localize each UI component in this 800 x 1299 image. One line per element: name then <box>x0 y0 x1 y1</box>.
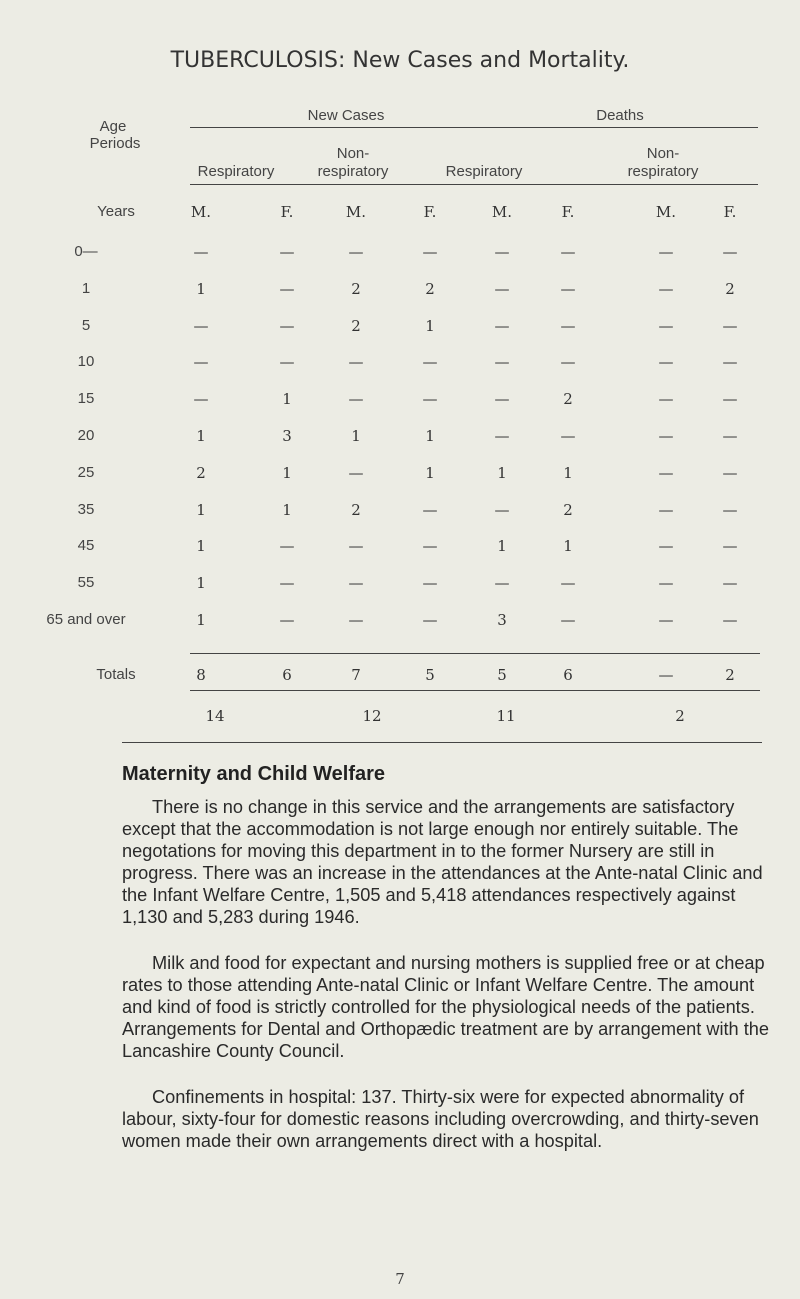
header-resp-death: Respiratory <box>445 163 523 180</box>
combined-total-cell: 14 <box>205 707 225 725</box>
combined-total-cell: 11 <box>496 707 516 725</box>
table-cell: — <box>658 537 674 556</box>
table-cell: — <box>722 353 738 372</box>
sex-label: F. <box>561 203 575 221</box>
table-cell: 1 <box>425 316 435 335</box>
table-cell: — <box>658 611 674 629</box>
table-cell: 2 <box>725 279 735 298</box>
table-cell: — <box>422 611 438 629</box>
total-cell: 5 <box>425 666 435 684</box>
total-cell: 5 <box>497 666 507 684</box>
section-heading: Maternity and Child Welfare <box>122 763 386 785</box>
table-cell: — <box>348 574 364 593</box>
total-cell: 6 <box>282 666 292 684</box>
years-label: Years <box>97 203 135 220</box>
paragraph: Milk and food for expectant and nursing mothers is supplied free or at cheap rates to those attending Ante-natal Clinic or Infant Welfare Centre. The amount and kind of food is strictly controlled for the physiological needs of the patients. Arrangements for Dental and Orthopædic treatment are by arrangement with the Lancashire County Council. <box>122 953 769 1061</box>
sex-label: M. <box>345 203 367 221</box>
table-cell: — <box>658 316 674 335</box>
table-cell: — <box>560 427 576 445</box>
table-cell: 2 <box>196 463 206 482</box>
table-cell: — <box>494 427 510 445</box>
table-cell: — <box>560 574 576 593</box>
total-cell: 8 <box>196 666 206 684</box>
table-cell: — <box>422 500 438 519</box>
age-period-label: 0— <box>74 243 98 260</box>
table-cell: — <box>560 279 576 298</box>
table-cell: 1 <box>563 537 573 556</box>
header-periods: Periods <box>89 135 141 152</box>
age-period-label: 20 <box>77 427 95 444</box>
table-cell: — <box>422 243 438 261</box>
header-nonresp-death-2: respiratory <box>627 163 699 180</box>
table-cell: 1 <box>282 463 292 482</box>
totals-mid-rule <box>190 690 760 691</box>
page-number: 7 <box>395 1270 405 1288</box>
table-cell: — <box>279 316 295 335</box>
page-title: TUBERCULOSIS: New Cases and Mortality. <box>170 48 630 73</box>
table-cell: — <box>494 500 510 519</box>
table-cell: — <box>560 316 576 335</box>
table-cell: — <box>494 316 510 335</box>
table-cell: 3 <box>497 611 507 629</box>
table-cell: — <box>279 611 295 629</box>
total-cell: 2 <box>725 666 735 684</box>
table-cell: — <box>348 537 364 556</box>
combined-total-cell: 2 <box>675 707 685 725</box>
table-cell: 1 <box>196 427 206 445</box>
sex-label: M. <box>655 203 677 221</box>
subheader-rule <box>190 184 758 185</box>
table-cell: — <box>494 574 510 593</box>
table-cell: — <box>722 243 738 261</box>
table-cell: — <box>348 463 364 482</box>
table-cell: 1 <box>196 500 206 519</box>
table-cell: — <box>658 390 674 409</box>
header-nonresp-new-2: respiratory <box>317 163 389 180</box>
table-cell: — <box>560 611 576 629</box>
age-period-label: 45 <box>77 537 95 555</box>
table-cell: — <box>560 353 576 372</box>
table-cell: — <box>722 500 738 519</box>
table-cell: 1 <box>196 279 206 298</box>
table-cell: — <box>722 611 738 629</box>
table-cell: — <box>279 279 295 298</box>
table-cell: — <box>193 316 209 335</box>
table-cell: 1 <box>351 427 361 445</box>
table-cell: 1 <box>196 537 206 556</box>
table-bottom-rule <box>122 742 762 743</box>
table-cell: 1 <box>196 574 206 593</box>
table-cell: — <box>722 427 738 445</box>
table-cell: — <box>494 390 510 409</box>
table-cell: — <box>722 390 738 409</box>
paragraph: Confinements in hospital: 137. Thirty-six were for expected abnormality of labour, sixty-four for domestic reasons including overcrowding, and thirty-seven women made their own arrangements direct with a hospital. <box>122 1087 759 1151</box>
table-cell: — <box>422 574 438 593</box>
table-cell: 3 <box>282 427 292 445</box>
header-resp-new: Respiratory <box>197 163 275 180</box>
age-period-label: 1 <box>81 279 91 297</box>
combined-total-cell: 12 <box>362 707 382 725</box>
table-cell: 2 <box>351 500 361 519</box>
table-cell: — <box>348 390 364 409</box>
table-cell: — <box>722 574 738 593</box>
table-cell: 2 <box>351 316 361 335</box>
sex-label: F. <box>723 203 737 221</box>
header-nonresp-new-1: Non- <box>336 145 370 162</box>
table-cell: — <box>658 279 674 298</box>
header-age: Age <box>99 118 127 135</box>
age-period-label: 25 <box>77 463 95 481</box>
totals-label: Totals <box>96 666 136 683</box>
table-cell: — <box>560 243 576 261</box>
sex-label: F. <box>423 203 437 221</box>
total-cell: — <box>658 666 674 684</box>
table-cell: — <box>422 537 438 556</box>
table-cell: — <box>658 500 674 519</box>
table-cell: — <box>658 243 674 261</box>
age-period-label: 55 <box>77 574 95 592</box>
table-cell: — <box>494 279 510 298</box>
table-cell: 2 <box>563 500 573 519</box>
table-cell: 1 <box>196 611 206 629</box>
table-cell: — <box>279 353 295 372</box>
header-deaths: Deaths <box>596 107 644 124</box>
sex-label: M. <box>190 203 212 221</box>
table-cell: 1 <box>282 500 292 519</box>
table-cell: — <box>279 243 295 261</box>
table-cell: — <box>722 537 738 556</box>
table-cell: — <box>193 390 209 409</box>
age-period-label: 10 <box>77 353 95 371</box>
table-cell: — <box>348 243 364 261</box>
table-cell: — <box>658 463 674 482</box>
table-cell: — <box>422 390 438 409</box>
age-period-label: 15 <box>77 390 95 408</box>
table-cell: 1 <box>563 463 573 482</box>
table-cell: — <box>348 353 364 372</box>
table-cell: — <box>494 353 510 372</box>
header-new-cases: New Cases <box>307 107 385 124</box>
table-cell: 1 <box>497 537 507 556</box>
age-period-label: 5 <box>81 316 91 334</box>
age-period-label: 35 <box>77 500 95 518</box>
paragraph: There is no change in this service and the arrangements are satisfactory except that the accommodation is not large enough nor entirely suitable. The negotations for moving this department in to the former Nursery are still in progress. There was an increase in the attendances at the Ante-natal Clinic and the Infant Welfare Centre, 1,505 and 5,418 attendances respectively against 1,130 and 5,283 during 1946. <box>122 797 763 927</box>
totals-top-rule <box>190 653 760 654</box>
table-cell: — <box>722 316 738 335</box>
table-cell: 2 <box>425 279 435 298</box>
table-cell: — <box>279 574 295 593</box>
table-cell: 2 <box>351 279 361 298</box>
age-period-label: 65 and over <box>46 611 126 628</box>
total-cell: 6 <box>563 666 573 684</box>
table-cell: — <box>658 427 674 445</box>
table-cell: 2 <box>563 390 573 409</box>
sex-label: F. <box>280 203 294 221</box>
table-cell: 1 <box>497 463 507 482</box>
table-cell: 1 <box>425 427 435 445</box>
table-cell: 1 <box>425 463 435 482</box>
table-cell: — <box>494 243 510 261</box>
table-cell: 1 <box>282 390 292 409</box>
header-rule <box>190 127 758 128</box>
header-nonresp-death-1: Non- <box>646 145 680 162</box>
table-cell: — <box>193 243 209 261</box>
table-cell: — <box>422 353 438 372</box>
table-cell: — <box>658 574 674 593</box>
table-cell: — <box>348 611 364 629</box>
table-cell: — <box>193 353 209 372</box>
sex-label: M. <box>491 203 513 221</box>
table-cell: — <box>658 353 674 372</box>
table-cell: — <box>722 463 738 482</box>
total-cell: 7 <box>351 666 361 684</box>
table-cell: — <box>279 537 295 556</box>
